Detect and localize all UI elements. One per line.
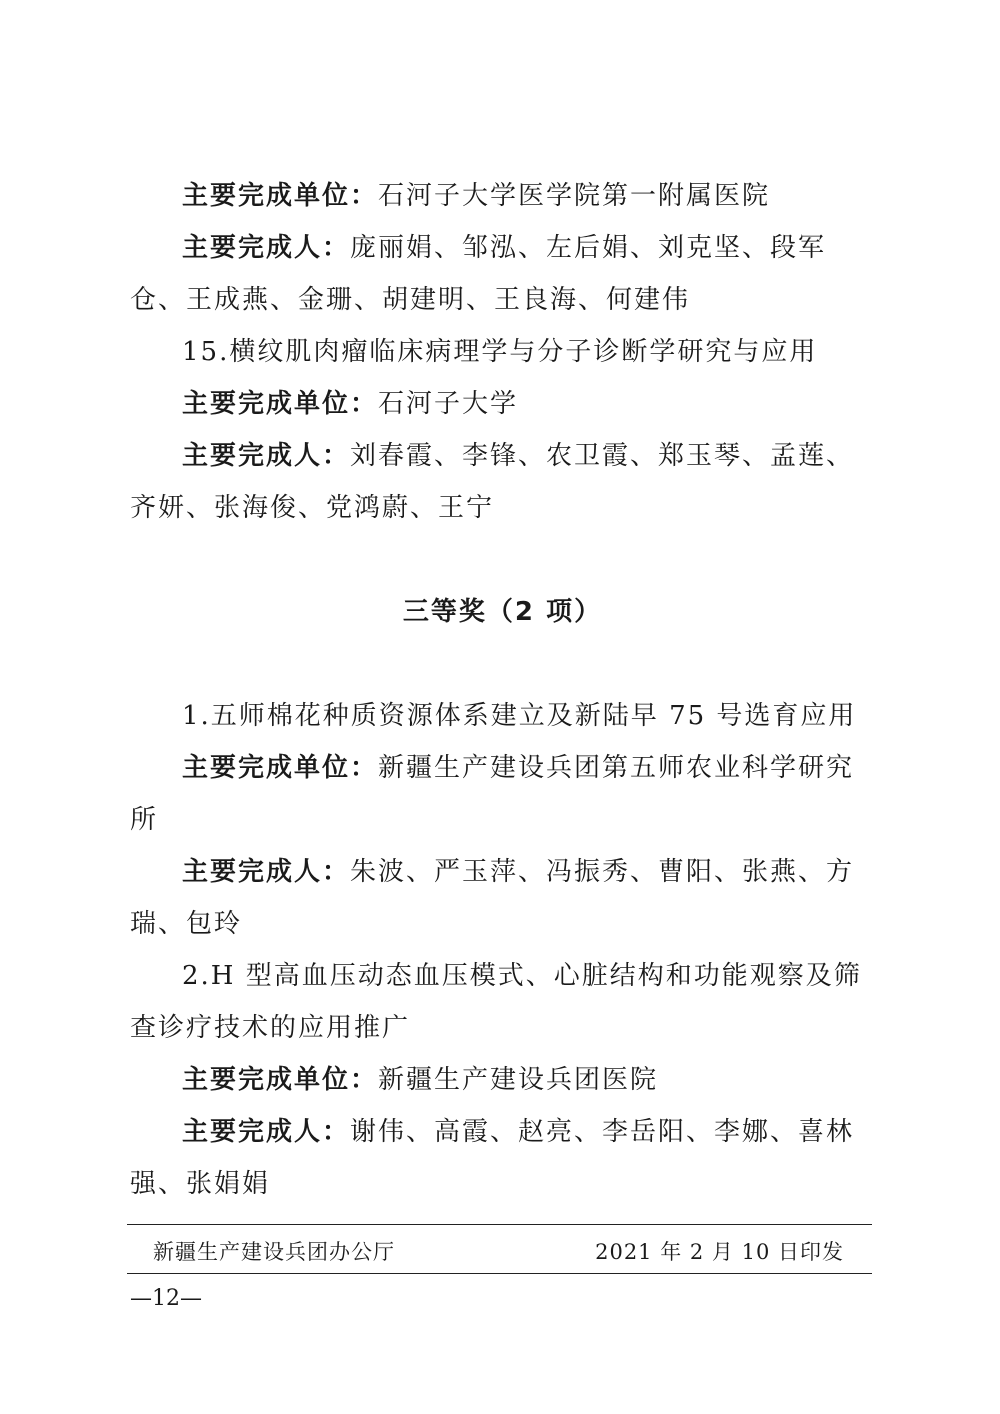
- field-value: 石河子大学医学院第一附属医院: [378, 181, 771, 211]
- field-label: 主要完成人：: [182, 441, 351, 471]
- paragraph: [130, 430, 875, 534]
- field-label: 主要完成人：: [182, 857, 351, 887]
- field-value: 谢伟、高霞、赵亮、李岳阳、李娜、喜林强、张娟娟: [130, 1117, 855, 1199]
- footer-date: 2021 年 2 月 10 日印发: [595, 1240, 844, 1264]
- field-label: 主要完成单位：: [182, 753, 379, 783]
- document-body: [130, 170, 875, 1210]
- section-heading: 三等奖（2 项）: [402, 597, 603, 627]
- field-label: 主要完成人：: [182, 1117, 351, 1147]
- paragraph: [130, 742, 875, 846]
- project-title: [130, 950, 875, 1054]
- field-label: 主要完成单位：: [182, 1065, 379, 1095]
- project-title-text: 15.横纹肌肉瘤临床病理学与分子诊断学研究与应用: [182, 337, 818, 367]
- field-value: 庞丽娟、邹泓、左后娟、刘克坚、段军仓、王成燕、金珊、胡建明、王良海、何建伟: [130, 233, 827, 315]
- paragraph: [130, 846, 875, 950]
- project-title-text: 1.五师棉花种质资源体系建立及新陆早 75 号选育应用: [182, 701, 857, 731]
- project-title: [130, 326, 875, 378]
- paragraph: [130, 378, 875, 430]
- paragraph: [130, 1054, 875, 1106]
- paragraph: [130, 1106, 875, 1210]
- paragraph: [130, 222, 875, 326]
- field-value: 新疆生产建设兵团第五师农业科学研究所: [130, 753, 855, 835]
- footer-issuer: 新疆生产建设兵团办公厅: [153, 1240, 395, 1264]
- field-value: 刘春霞、李锋、农卫霞、郑玉琴、孟莲、齐妍、张海俊、党鸿蔚、王宁: [130, 441, 855, 523]
- field-value: 石河子大学: [378, 389, 519, 419]
- project-title: [130, 690, 875, 742]
- print-footer: [127, 1224, 872, 1274]
- field-label: 主要完成单位：: [182, 389, 379, 419]
- field-value: 朱波、严玉萍、冯振秀、曹阳、张燕、方瑞、包玲: [130, 857, 855, 939]
- field-label: 主要完成人：: [182, 233, 351, 263]
- field-value: 新疆生产建设兵团医院: [378, 1065, 659, 1095]
- field-label: 主要完成单位：: [182, 181, 379, 211]
- project-title-text: 2.H 型高血压动态血压模式、心脏结构和功能观察及筛查诊疗技术的应用推广: [130, 961, 862, 1043]
- paragraph: [130, 170, 875, 222]
- page-number: —12—: [130, 1286, 202, 1311]
